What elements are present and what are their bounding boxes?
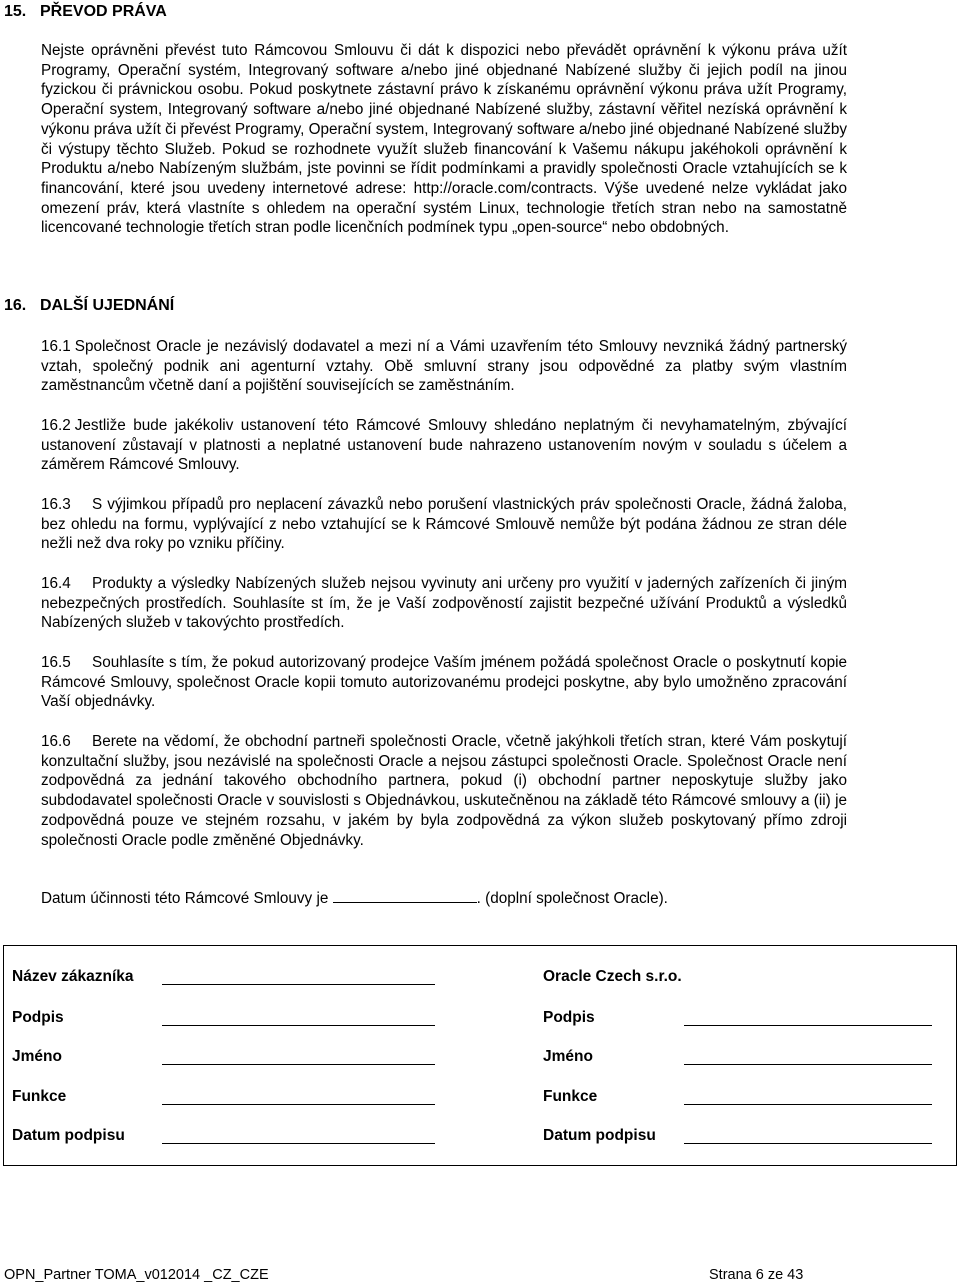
signature-block <box>3 945 957 1166</box>
customer-date-field[interactable] <box>162 1143 435 1144</box>
oracle-signature-label: Podpis <box>543 1009 595 1026</box>
paragraph-text: Berete na vědomí, že obchodní partneři společnosti Oracle, včetně jakýhkoli třetích stran, které Vám poskytují konzultační služby, jsou nezávislé na společnosti Oracle a nejsou zástupci společnosti Oracle. Společnost Oracle není zodpovědná za jednání takového obchodního partnera, pokud (i) obchodní partner neposkytuje služby jako subdodavatel společnosti Oracle v souvislosti s Objednávkou, uskutečněnou na základě této Rámcové smlouvy a (ii) je zodpovědná pouze ve stejném rozsahu, v jakém by byla zodpovědná za výkon služeb poskytovaný přímo zdroji společnosti Oracle podle změněné Objednávky. <box>41 733 847 849</box>
effective-date-line <box>41 889 847 909</box>
oracle-name-person-label: Jméno <box>543 1048 593 1065</box>
paragraph-text: Produkty a výsledky Nabízených služeb nejsou vyvinuty ani určeny pro využití v jaderných zařízeních či jiným nebezpečných prostředích. Souhlasíte st ím, že je Vaší zodpověností zajistit bezpečné užívání Produktů a výsledků Nabízených služeb v takovýchto prostředích. <box>41 575 847 632</box>
section-15-heading <box>4 3 167 21</box>
effective-date-blank-short <box>431 890 477 903</box>
paragraph-16-1 <box>41 337 847 396</box>
customer-function-label: Funkce <box>12 1088 67 1105</box>
customer-function-field[interactable] <box>162 1104 435 1105</box>
paragraph-16-3 <box>41 495 847 554</box>
footer-page-number: Strana 6 ze 43 <box>709 1267 804 1283</box>
section-15-text: Nejste oprávněni převést tuto Rámcovou Smlouvu či dát k dispozici nebo převádět oprávnění k výkonu práva užít Programy, Operační systém, Integrovaný software a/nebo jiné objednané Nabízené služby či jejich podíl na jinou fyzickou či právnickou osobu. Pokud poskytnete zástavní právo k získanému oprávnění výkonu práva užít Programy, Operační system, Integrovaný software a/nebo jiné objednané Nabízené služby, zástavní věřitel nezíská oprávnění k výkonu práva užít či převést Programy, Operační system, Integrovaný software a/nebo jiné objednané Nabízené služby či výstupy těchto Služeb. Pokud se rozhodnete využít služeb financování k Vašemu nákupu jakéhokoli oprávnění k Produktu a/nebo Nabízeným službám, jste povinni se řídit podmínkami a pravidly společnosti Oracle vztahujících se k financování, které jsou uvedeny internetové adrese: http://oracle.com/contracts. Výše uvedené nelze vykládat jako omezení práv, která vlastníte s ohledem na operační systém Linux, technologie třetích stran nebo na samostatně licencované technologie třetích stran podle licenčních podmínek typu „open-source“ nebo obdobných. <box>41 42 847 237</box>
customer-name-field[interactable] <box>162 984 435 985</box>
paragraph-number: 16.1 <box>41 338 71 355</box>
section-15-title: PŘEVOD PRÁVA <box>40 3 167 20</box>
paragraph-number: 16.6 <box>41 733 71 750</box>
effective-date-note: . (doplní společnost Oracle). <box>476 890 668 907</box>
paragraph-number: 16.3 <box>41 496 71 513</box>
paragraph-number: 16.5 <box>41 654 71 671</box>
section-16-heading <box>4 297 174 315</box>
oracle-signature-field[interactable] <box>684 1025 932 1026</box>
effective-date-blank <box>333 890 431 903</box>
oracle-function-field[interactable] <box>684 1104 932 1105</box>
customer-signature-field[interactable] <box>162 1025 435 1026</box>
paragraph-text: Jestliže bude jakékoliv ustanovení této Rámcové Smlouvy shledáno neplatným či nevyhamatelným, zbývající ustanovení zůstavají v platnosti a neplatné ustanovení bude nahrazeno ustanovením novým v souladu s účelem a záměrem Rámcové Smlouvy. <box>41 417 847 474</box>
paragraph-text: Společnost Oracle je nezávislý dodavatel a mezi ní a Vámi uzavřením této Smlouvy nevzniká žádný partnerský vztah, společný podnik ani agenturní vztahy. Obě smluvní strany jsou odpovědné za platby svým vlastním zaměstnancům včetně daní a pojištění souvisejících se zaměstnáním. <box>41 338 847 395</box>
customer-date-label: Datum podpisu <box>12 1127 125 1144</box>
section-15-number: 15. <box>4 3 27 20</box>
customer-name-person-label: Jméno <box>12 1048 62 1065</box>
paragraph-text: S výjimkou případů pro neplacení závazků nebo porušení vlastnických práv společnosti Oracle, žádná žaloba, bez ohledu na formu, vyplývající z nebo vztahující se k Rámcové Smlouvě nemůže být podána žádnou ze stran déle nežli než dva roky po vzniku příčiny. <box>41 496 847 553</box>
oracle-date-field[interactable] <box>684 1143 932 1144</box>
paragraph-16-5 <box>41 653 847 712</box>
customer-signature-label: Podpis <box>12 1009 64 1026</box>
customer-name-label: Název zákazníka <box>12 968 134 985</box>
paragraph-16-4 <box>41 574 847 633</box>
footer-doc-id: OPN_Partner TOMA_v012014 _CZ_CZE <box>4 1267 269 1283</box>
effective-date-label: Datum účinnosti této Rámcové Smlouvy je <box>41 890 329 907</box>
section-16-title: DALŠÍ UJEDNÁNÍ <box>40 297 175 314</box>
paragraph-16-2 <box>41 416 847 475</box>
oracle-function-label: Funkce <box>543 1088 598 1105</box>
oracle-name: Oracle Czech s.r.o. <box>543 968 682 985</box>
section-16-number: 16. <box>4 297 27 314</box>
paragraph-text: Souhlasíte s tím, že pokud autorizovaný prodejce Vaším jménem požádá společnost Oracle o poskytnutí kopie Rámcové Smlouvy, společnost Oracle kopii tomuto autorizovanému prodejci poskytne, aby bylo umožněno zpracování Vaší objednávky. <box>41 654 847 711</box>
paragraph-number: 16.4 <box>41 575 71 592</box>
oracle-name-person-field[interactable] <box>684 1064 932 1065</box>
paragraph-number: 16.2 <box>41 417 71 434</box>
paragraph-16-6 <box>41 732 847 850</box>
customer-name-person-field[interactable] <box>162 1064 435 1065</box>
oracle-date-label: Datum podpisu <box>543 1127 656 1144</box>
